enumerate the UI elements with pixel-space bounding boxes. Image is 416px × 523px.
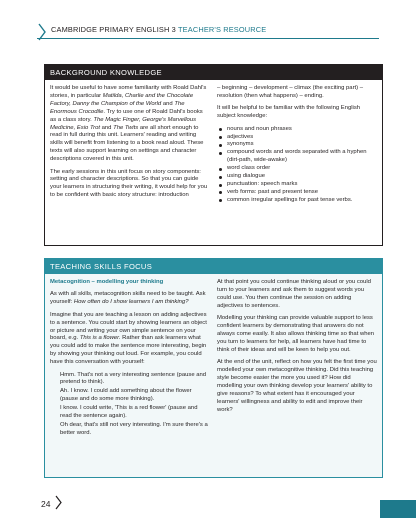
dialogue-line: Hmm. That's not a very interesting sentence (pause and pretend to think). [60,371,207,386]
book-subtitle: TEACHER'S RESOURCE [178,25,267,34]
story-structure-text: – beginning – development – climax (the exciting part) – resolution (then what happens) – ending. [217,85,364,99]
list-item: punctuation: speech marks [217,181,377,189]
dialogue-line: Oh dear, that's still not very interesting. I'm sure there's a better word. [60,422,208,436]
list-item: common irregular spellings for past tense verbs. [217,197,377,205]
list-item: verb forms: past and present tense [217,189,377,197]
chevron-right-icon [37,22,47,42]
running-header [51,25,266,34]
teaching-skills-box [44,258,383,478]
list-item: nouns and noun phrases [217,126,377,134]
list-item: adjectives [217,134,377,142]
background-left-column [50,85,209,205]
teaching-paragraph-5: At the end of the unit, reflect on how you felt the first time you modelled your own metacognitive thinking. Did this teaching style become easier the more you used it? How did modelling your own thinking develop your learners' ability to give reasons? To what extent has it encouraged your learners' willingness and ability to edit and improve their work? [217,359,377,413]
chevron-right-icon [55,495,62,510]
page-header [0,0,416,62]
teaching-paragraph-4: Modelling your thinking can provide valuable support to less confident learners by demonstrating that answers do not always come easily. It also allows thinking time so that when you turn to learners for help, all learners have had time to think of their ideas and will be keen to help you out. [217,315,375,353]
teaching-left-column [50,279,209,439]
dialogue-line: I know. I could write, 'This is a red flower' (pause and read the sentence again). [60,405,198,420]
page-number: 24 [41,499,51,509]
teaching-right-column [217,279,377,419]
teaching-skills-title: TEACHING SKILLS FOCUS [45,259,382,274]
list-item: compound words and words separated with a hyphen (dirt-path, wide-awake) [217,149,377,165]
example-dialogue [50,372,209,438]
background-knowledge-box [44,64,383,246]
background-paragraph-2: The early sessions in this unit focus on story components: setting and character descriptions. So that you can guide your learners in structuring their writing, it would help for you to be confident with basic story structure: introduction [50,168,208,199]
teaching-paragraph-2: Imagine that you are teaching a lesson on adding adjectives to a sentence. You could start by showing learners an object or picture and writing your own simple sentence on your board, e.g. This is a flower. Rather than ask learners what you could add to make the sentence more interesting, begin by showing your thinking out loud. For example, you could have this conversation with yourself: [50,311,207,366]
background-knowledge-title: BACKGROUND KNOWLEDGE [45,65,382,80]
subject-knowledge-intro: It will be helpful to be familiar with the following English subject knowledge: [217,105,361,120]
list-item: using dialogue [217,173,377,181]
teaching-paragraph-1: As with all skills, metacognition skills need to be taught. Ask yourself: How often do I show learners I am thinking? [50,291,206,306]
footer-accent-bar [380,500,416,518]
section-subtitle: Metacognition – modelling your thinking [50,279,164,285]
list-item: synonyms [217,141,377,149]
book-title: CAMBRIDGE PRIMARY ENGLISH 3 [51,25,176,34]
dialogue-line: Ah. I know. I could add something about the flower (pause and do some more thinking). [60,388,192,403]
subject-knowledge-list [217,126,377,205]
header-rule [37,38,379,39]
list-item: word class order [217,165,377,173]
background-right-column [217,85,377,205]
teaching-paragraph-3: At that point you could continue thinking aloud or you could turn to your learners and ask them to suggest words you could use. You then continue the session on adding adjectives to sentences. [217,279,371,309]
background-paragraph-1: It would be useful to have some familiarity with Roald Dahl's stories, in particular Matilda, Charlie and the Chocolate Factory, Danny the Champion of the World and The Enormous Crocodile. Try to use one of Roald Dahl's books as a class story. The Magic Finger, George's Marvellous Medicine, Esio Trot and The Twits are all short enough to read in full during this unit. Learners' reading and writing skills will benefit from listening to a book read aloud. These texts will also support learning on settings and character descriptions covered in this unit. [50,85,207,163]
